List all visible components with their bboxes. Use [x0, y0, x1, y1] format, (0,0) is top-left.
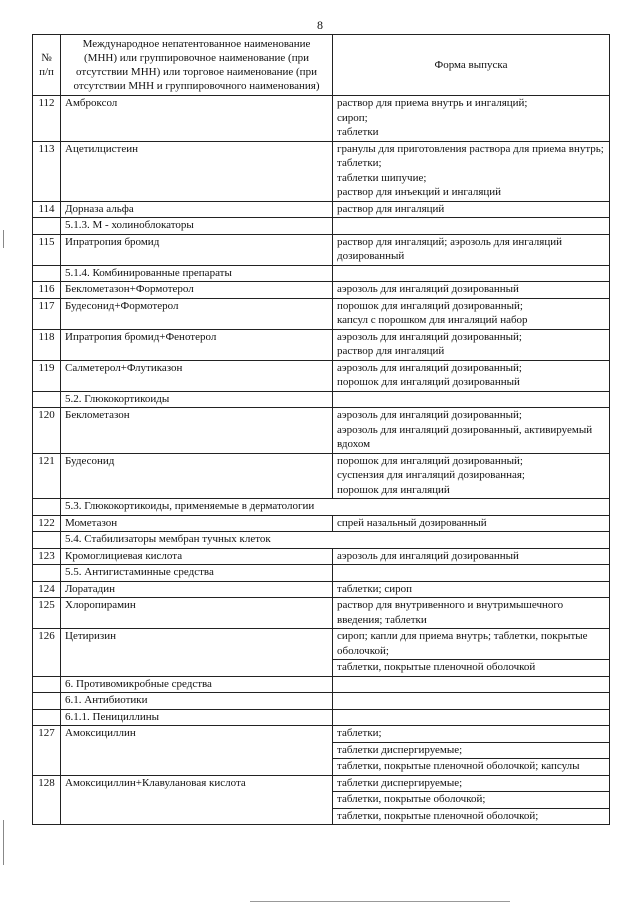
form-line: порошок для ингаляций дозированный;	[337, 454, 523, 467]
form-line: раствор для инъекций и ингаляций	[337, 186, 502, 198]
form-line: раствор для ингаляций	[337, 345, 445, 357]
item-name: Дорназа альфа	[61, 201, 333, 218]
item-forms	[333, 96, 610, 142]
form-line: аэрозоль для ингаляций дозированный;	[337, 361, 522, 374]
section-form-cell	[333, 565, 610, 582]
section-row	[33, 532, 610, 549]
section-form-cell	[333, 391, 610, 408]
form-line: таблетки шипучие;	[337, 171, 427, 184]
item-name: Мометазон	[61, 515, 333, 532]
form-line: порошок для ингаляций	[337, 483, 450, 496]
form-line: аэрозоль для ингаляций дозированный;	[337, 330, 522, 343]
section-row	[33, 565, 610, 582]
item-name: Беклометазон	[61, 408, 333, 454]
section-title: 5.1.3. М - холиноблокаторы	[61, 218, 333, 235]
table-row	[33, 581, 610, 598]
item-forms	[333, 581, 610, 598]
section-title: 5.1.4. Комбинированные препараты	[61, 265, 333, 282]
item-name: Ипратропия бромид	[61, 234, 333, 265]
form-line: порошок для ингаляций дозированный;	[337, 299, 523, 312]
section-title: 5.5. Антигистаминные средства	[61, 565, 333, 582]
table-row	[33, 234, 610, 265]
table-row	[33, 453, 610, 499]
section-form-cell	[333, 693, 610, 710]
scan-bottom-smudge	[250, 901, 510, 902]
table-row	[33, 201, 610, 218]
table-header-row	[33, 35, 610, 96]
form-line: суспензия для ингаляций дозированная;	[337, 469, 525, 481]
section-title: 5.4. Стабилизаторы мембран тучных клеток	[61, 532, 610, 549]
section-row	[33, 676, 610, 693]
form-line: аэрозоль для ингаляций дозированный;	[337, 409, 522, 421]
section-num-cell	[33, 532, 61, 549]
item-name: Амоксициллин+Клавулановая кислота	[61, 775, 333, 825]
form-line: раствор для ингаляций	[337, 202, 445, 215]
drug-list-table	[32, 34, 610, 825]
section-num-cell	[33, 218, 61, 235]
table-row	[33, 141, 610, 201]
item-forms	[333, 548, 610, 565]
table-row	[33, 726, 610, 743]
item-form: таблетки, покрытые пленочной оболочкой; капсулы	[333, 759, 610, 776]
table-row	[33, 360, 610, 391]
item-forms	[333, 201, 610, 218]
section-row	[33, 265, 610, 282]
item-name: Будесонид	[61, 453, 333, 499]
item-forms	[333, 515, 610, 532]
item-name: Амброксол	[61, 96, 333, 142]
form-line: аэрозоль для ингаляций дозированный	[337, 549, 519, 562]
item-number: 125	[33, 598, 61, 629]
form-line: капсул с порошком для ингаляций набор	[337, 314, 528, 326]
form-line: раствор для ингаляций; аэрозоль для ингаляций дозированный	[337, 235, 562, 262]
section-row	[33, 693, 610, 710]
item-name: Салметерол+Флутиказон	[61, 360, 333, 391]
form-line: таблетки;	[337, 157, 382, 169]
item-number: 118	[33, 329, 61, 360]
section-row	[33, 218, 610, 235]
item-name: Лоратадин	[61, 581, 333, 598]
form-line: раствор для приема внутрь и ингаляций;	[337, 97, 528, 109]
item-number: 112	[33, 96, 61, 142]
item-name: Хлоропирамин	[61, 598, 333, 629]
form-line: сироп;	[337, 111, 368, 124]
header-name: Международное непатентованное наименование (МНН) или группировочное наименование (при отсутствии МНН) или торговое наименование (при отсутствии МНН и группировочного наименования)	[61, 35, 333, 96]
section-form-cell	[333, 709, 610, 726]
section-row	[33, 391, 610, 408]
item-form: таблетки диспергируемые;	[333, 742, 610, 759]
form-line: таблетки; сироп	[337, 582, 413, 595]
item-name: Кромоглициевая кислота	[61, 548, 333, 565]
section-num-cell	[33, 391, 61, 408]
section-form-cell	[333, 218, 610, 235]
item-number: 117	[33, 298, 61, 329]
header-num: № п/п	[33, 35, 61, 96]
item-number: 122	[33, 515, 61, 532]
item-name: Цетиризин	[61, 629, 333, 677]
form-line: спрей назальный дозированный	[337, 516, 487, 529]
section-form-cell	[333, 676, 610, 693]
section-title: 5.2. Глюкокортикоиды	[61, 391, 333, 408]
section-num-cell	[33, 693, 61, 710]
section-num-cell	[33, 709, 61, 726]
item-number: 127	[33, 726, 61, 776]
section-num-cell	[33, 499, 61, 516]
item-forms	[333, 298, 610, 329]
page-number: 8	[317, 18, 323, 32]
item-name: Беклометазон+Формотерол	[61, 282, 333, 299]
scan-edge-mark	[3, 820, 4, 865]
item-form: таблетки, покрытые оболочкой;	[333, 792, 610, 809]
item-form: таблетки диспергируемые;	[333, 775, 610, 792]
item-number: 116	[33, 282, 61, 299]
item-forms	[333, 141, 610, 201]
item-forms	[333, 598, 610, 629]
form-line: порошок для ингаляций дозированный	[337, 376, 520, 388]
form-line: аэрозоль для ингаляций дозированный	[337, 283, 519, 295]
header-form: Форма выпуска	[333, 35, 610, 96]
table-row	[33, 298, 610, 329]
section-title: 6.1.1. Пенициллины	[61, 709, 333, 726]
section-title: 6.1. Антибиотики	[61, 693, 333, 710]
item-number: 114	[33, 201, 61, 218]
item-number: 119	[33, 360, 61, 391]
table-row	[33, 515, 610, 532]
section-form-cell	[333, 265, 610, 282]
item-name: Ацетилцистеин	[61, 141, 333, 201]
item-forms	[333, 234, 610, 265]
item-name: Амоксициллин	[61, 726, 333, 776]
item-forms	[333, 453, 610, 499]
section-row	[33, 709, 610, 726]
item-forms	[333, 329, 610, 360]
item-number: 128	[33, 775, 61, 825]
table-row	[33, 329, 610, 360]
item-form: таблетки, покрытые пленочной оболочкой	[333, 660, 610, 677]
item-number: 115	[33, 234, 61, 265]
table-row	[33, 96, 610, 142]
item-number: 121	[33, 453, 61, 499]
item-forms	[333, 360, 610, 391]
item-form: таблетки, покрытые пленочной оболочкой;	[333, 808, 610, 825]
scan-edge-mark	[3, 230, 4, 248]
section-row	[33, 499, 610, 516]
item-forms	[333, 408, 610, 454]
form-line: раствор для внутривенного и внутримышечного введения; таблетки	[337, 599, 564, 626]
item-name: Ипратропия бромид+Фенотерол	[61, 329, 333, 360]
section-title: 6. Противомикробные средства	[61, 676, 333, 693]
table-row	[33, 548, 610, 565]
item-form: сироп; капли для приема внутрь; таблетки, покрытые оболочкой;	[333, 629, 610, 660]
section-num-cell	[33, 676, 61, 693]
item-number: 124	[33, 581, 61, 598]
table-row	[33, 598, 610, 629]
section-num-cell	[33, 565, 61, 582]
table-row	[33, 408, 610, 454]
item-number: 126	[33, 629, 61, 677]
table-row	[33, 629, 610, 660]
item-number: 120	[33, 408, 61, 454]
table-body	[33, 96, 610, 825]
form-line: таблетки	[337, 126, 379, 138]
item-forms	[333, 282, 610, 299]
item-number: 123	[33, 548, 61, 565]
table-row	[33, 775, 610, 792]
section-title: 5.3. Глюкокортикоиды, применяемые в дерматологии	[61, 499, 610, 516]
item-name: Будесонид+Формотерол	[61, 298, 333, 329]
form-line: аэрозоль для ингаляций дозированный, активируемый вдохом	[337, 423, 593, 450]
table-row	[33, 282, 610, 299]
item-number: 113	[33, 141, 61, 201]
form-line: гранулы для приготовления раствора для приема внутрь;	[337, 142, 604, 155]
section-num-cell	[33, 265, 61, 282]
item-form: таблетки;	[333, 726, 610, 743]
